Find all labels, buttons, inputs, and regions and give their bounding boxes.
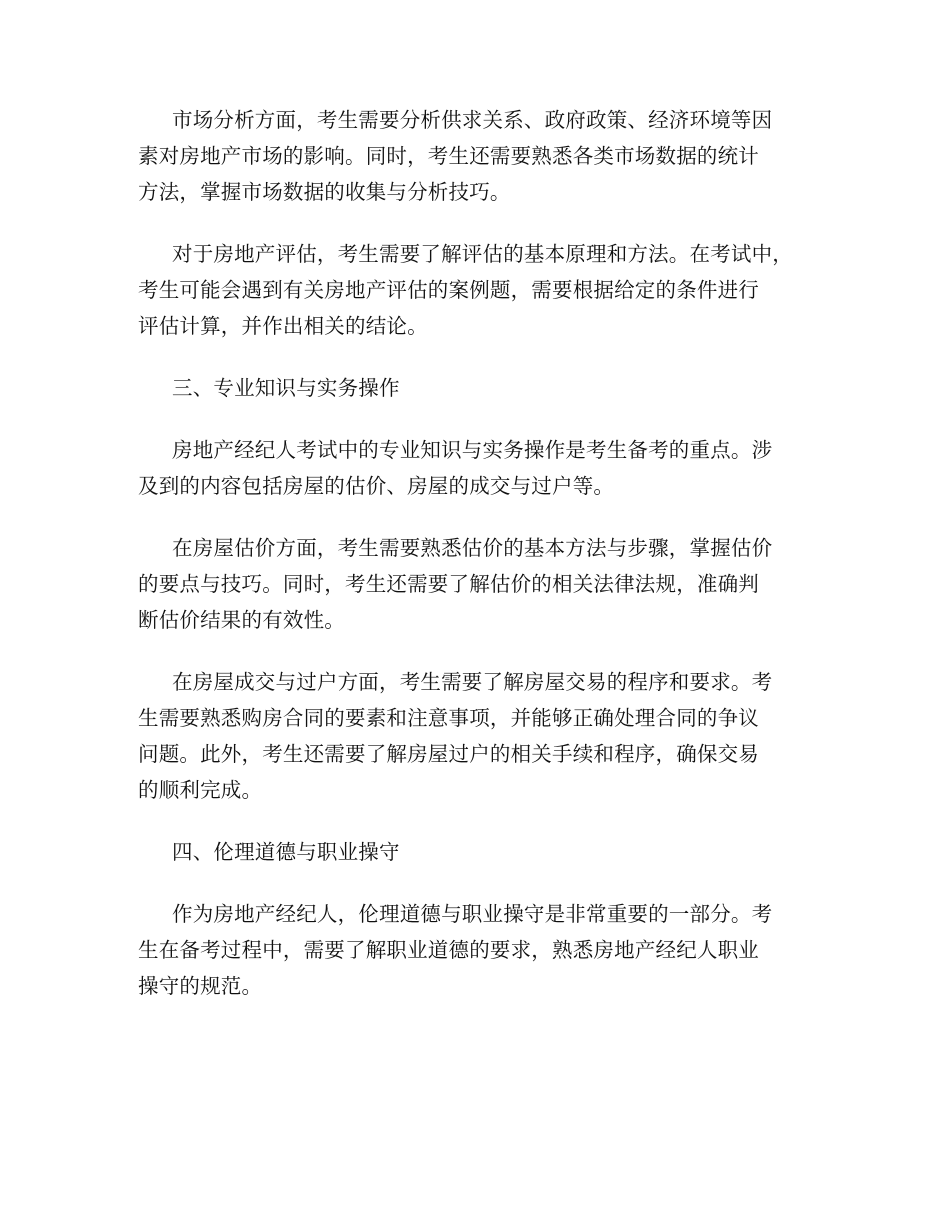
text-line: 生在备考过程中，需要了解职业道德的要求，熟悉房地产经纪人职业 [138, 938, 759, 962]
paragraph-transaction-transfer [138, 664, 818, 808]
text-line: 及到的内容包括房屋的估价、房屋的成交与过户等。 [138, 474, 615, 498]
text-line: 方法，掌握市场数据的收集与分析技巧。 [138, 180, 511, 204]
text-line: 在房屋成交与过户方面，考生需要了解房屋交易的程序和要求。考 [172, 670, 773, 694]
text-line: 市场分析方面，考生需要分析供求关系、政府政策、经济环境等因 [172, 108, 773, 132]
text-line: 考生可能会遇到有关房地产评估的案例题，需要根据给定的条件进行 [138, 278, 759, 302]
text-line: 房地产经纪人考试中的专业知识与实务操作是考生备考的重点。涉 [172, 438, 773, 462]
text-line: 生需要熟悉购房合同的要素和注意事项，并能够正确处理合同的争议 [138, 706, 759, 730]
document-body [138, 102, 818, 1030]
text-line: 评估计算，并作出相关的结论。 [138, 314, 428, 338]
paragraph-real-estate-appraisal [138, 236, 818, 344]
text-line: 对于房地产评估，考生需要了解评估的基本原理和方法。在考试中， [172, 242, 793, 266]
paragraph-ethics [138, 896, 818, 1004]
text-line: 素对房地产市场的影响。同时，考生还需要熟悉各类市场数据的统计 [138, 144, 759, 168]
heading-text: 三、专业知识与实务操作 [172, 376, 400, 400]
text-line: 问题。此外，考生还需要了解房屋过户的相关手续和程序，确保交易 [138, 742, 759, 766]
paragraph-professional-knowledge [138, 432, 818, 504]
paragraph-market-analysis [138, 102, 818, 210]
text-line: 在房屋估价方面，考生需要熟悉估价的基本方法与步骤，掌握估价 [172, 536, 773, 560]
text-line: 作为房地产经纪人，伦理道德与职业操守是非常重要的一部分。考 [172, 902, 773, 926]
section-heading-3 [138, 370, 818, 406]
section-heading-4 [138, 834, 818, 870]
text-line: 的顺利完成。 [138, 778, 263, 802]
text-line: 的要点与技巧。同时，考生还需要了解估价的相关法律法规，准确判 [138, 572, 759, 596]
paragraph-house-valuation [138, 530, 818, 638]
text-line: 断估价结果的有效性。 [138, 608, 345, 632]
heading-text: 四、伦理道德与职业操守 [172, 840, 400, 864]
text-line: 操守的规范。 [138, 974, 263, 998]
